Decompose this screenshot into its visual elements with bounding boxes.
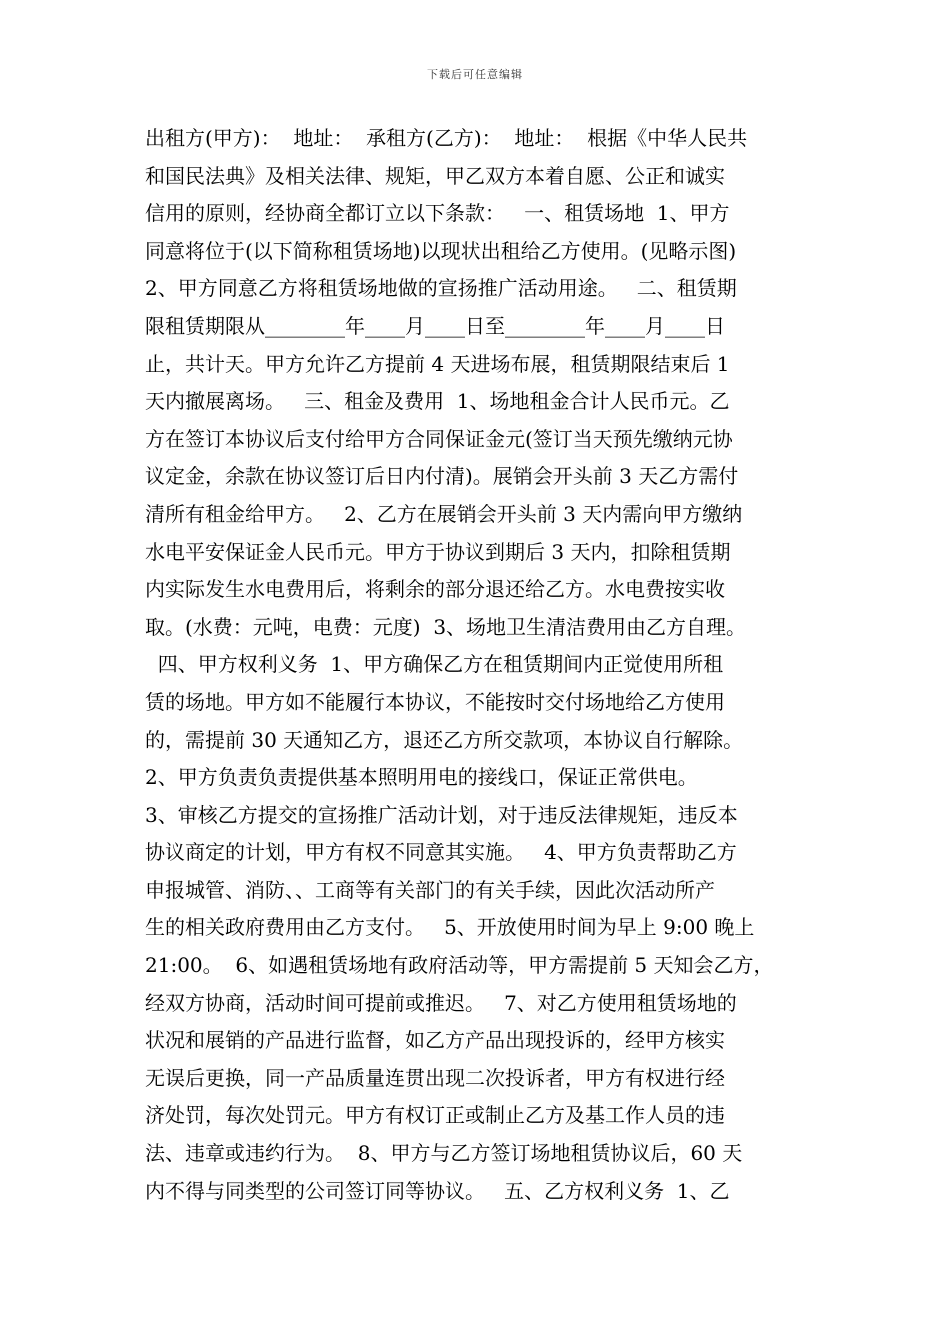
text-line: 无误后更换，同一产品质量连贯出现二次投诉者，甲方有权进行经 [145,1065,725,1090]
text-line: 2、甲方负责负责提供基本照明用电的接线口，保证正常供电。 [145,765,698,790]
text-line: 同意将位于(以下简称租赁场地)以现状出租给乙方使用。(见略示图) [145,238,737,263]
text-line: 内实际发生水电费用后，将剩余的部分退还给乙方。水电费按实收 [145,577,725,602]
text-line: 申报城管、消防、、工商等有关部门的有关手续，因此次活动所产 [145,877,715,902]
text-line: 2、甲方同意乙方将租赁场地做的宣扬推广活动用途。 二、租赁期 [145,276,737,301]
text-line: 方在签订本协议后支付给甲方合同保证金元(签订当天预先缴纳元协 [145,426,733,451]
text-line: 和国民法典》及相关法律、规矩，甲乙双方本着自愿、公正和诚实 [145,163,725,188]
page-header: 下载后可任意编辑 [427,68,523,81]
text-line: 的，需提前 30 天通知乙方，退还乙方所交款项，本协议自行解除。 [145,727,744,752]
text-line: 赁的场地。甲方如不能履行本协议，不能按时交付场地给乙方使用 [145,689,725,714]
text-line: 止，共计天。甲方允许乙方提前 4 天进场布展，租赁期限结束后 1 [145,351,730,376]
text-line: 协议商定的计划，甲方有权不同意其实施。 4、甲方负责帮助乙方 [145,840,737,865]
text-line: 限租赁期限从________年____月____日至________年____月____日 [145,313,725,338]
text-line: 济处罚，每次处罚元。甲方有权订正或制止乙方及基工作人员的违 [145,1103,725,1128]
text-line: 清所有租金给甲方。 2、乙方在展销会开头前 3 天内需向甲方缴纳 [145,501,743,526]
text-line: 取。(水费：元吨，电费：元度) 3、场地卫生清洁费用由乙方自理。 [145,614,747,639]
text-line: 天内撤展离场。 三、租金及费用 1、场地租金合计人民币元。乙 [145,389,730,414]
text-line: 出租方(甲方)： 地址： 承租方(乙方)： 地址： 根据《中华人民共 [145,126,748,150]
text-line: 状况和展销的产品进行监督，如乙方产品出现投诉的，经甲方核实 [145,1028,725,1053]
text-line: 信用的原则，经协商全都订立以下条款： 一、租赁场地 1、甲方 [145,201,730,226]
document-body [145,120,815,1210]
text-line: 法、违章或违约行为。 8、甲方与乙方签订场地租赁协议后，60 天 [145,1141,743,1166]
text-line: 3、审核乙方提交的宣扬推广活动计划，对于违反法律规矩，违反本 [145,802,738,827]
text-line: 水电平安保证金人民币元。甲方于协议到期后 3 天内，扣除租赁期 [145,539,731,564]
text-line: 21:00。 6、如遇租赁场地有政府活动等，甲方需提前 5 天知会乙方， [145,953,774,978]
text-line: 四、甲方权利义务 1、甲方确保乙方在租赁期间内正觉使用所租 [145,652,724,677]
text-line: 内不得与同类型的公司签订同等协议。 五、乙方权利义务 1、乙 [145,1178,730,1203]
text-line: 经双方协商，活动时间可提前或推迟。 7、对乙方使用租赁场地的 [145,990,737,1015]
text-line: 生的相关政府费用由乙方支付。 5、开放使用时间为早上 9:00 晚上 [145,915,755,940]
text-line: 议定金，余款在协议签订后日内付清)。展销会开头前 3 天乙方需付 [145,464,739,489]
